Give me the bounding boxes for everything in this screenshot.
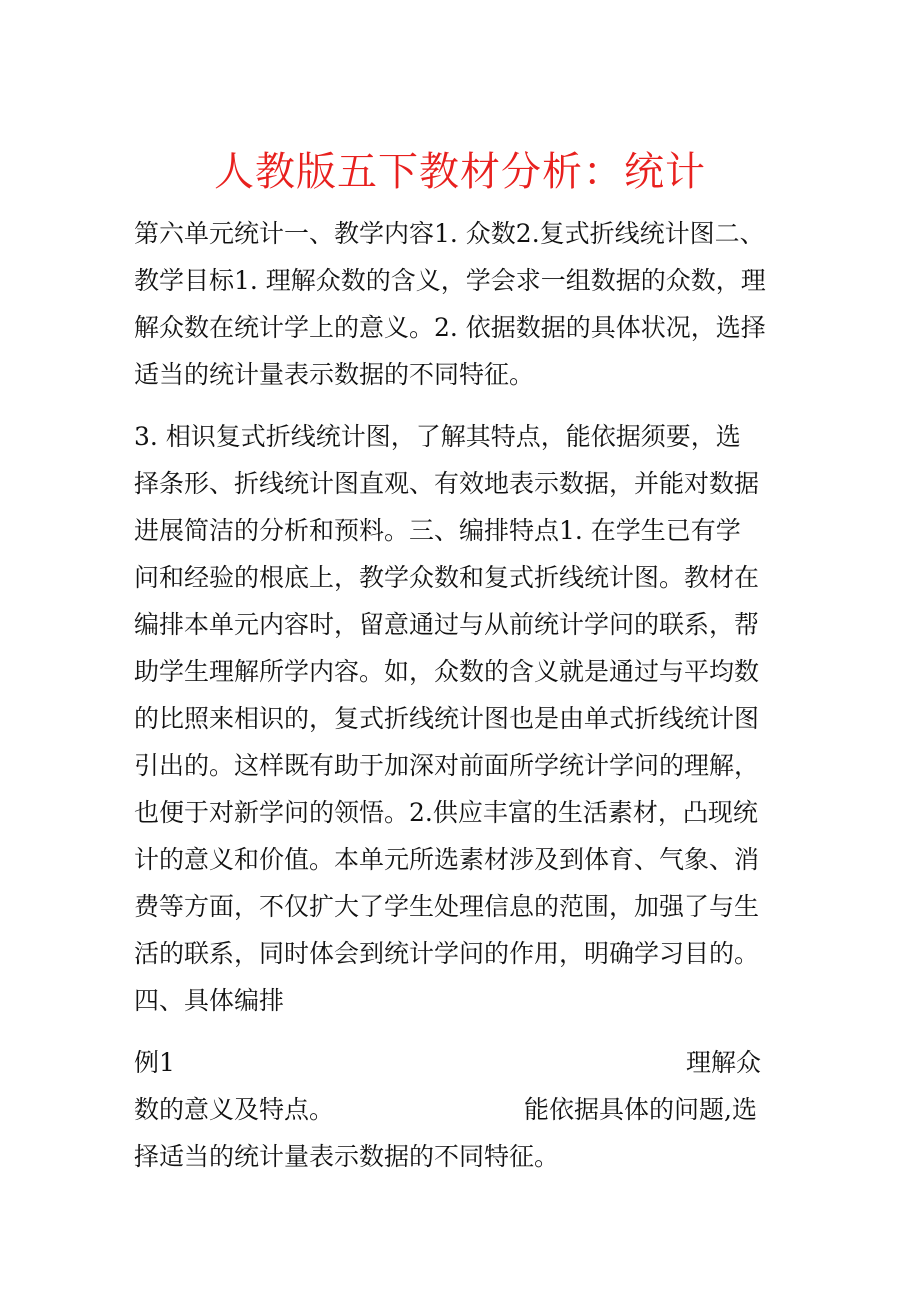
example-section — [134, 1039, 794, 1180]
document-title: 人教版五下教材分析：统计 — [214, 149, 706, 195]
text-line: 择条形、折线统计图直观、有效地表示数据，并能对数据 — [134, 469, 760, 498]
text-line: 计的意义和价值。本单元所选素材涉及到体育、气象、消 — [134, 845, 760, 874]
text-line: 活的联系，同时体会到统计学问的作用，明确学习目的。 — [134, 939, 760, 968]
example-text-right: 能依据具体的问题,选 — [524, 1095, 757, 1124]
text-line: 解众数在统计学上的意义。2. 依据数据的具体状况，选择 — [134, 313, 766, 342]
text-line: 四、具体编排 — [134, 986, 285, 1015]
text-line: 问和经验的根底上，教学众数和复式折线统计图。教材在 — [134, 563, 760, 592]
text-line: 择适当的统计量表示数据的不同特征。 — [134, 1142, 560, 1171]
text-line: 教学目标1. 理解众数的含义，学会求一组数据的众数，理 — [134, 266, 766, 295]
text-line: 进展简洁的分析和预料。三、编排特点1. 在学生已有学 — [134, 516, 741, 545]
example-label: 例1 — [134, 1048, 175, 1077]
paragraph-2 — [134, 413, 794, 1024]
text-line: 第六单元统计一、教学内容1. 众数2.复式折线统计图二、 — [134, 219, 765, 248]
example-text-right: 理解众 — [686, 1048, 762, 1077]
text-line: 助学生理解所学内容。如，众数的含义就是通过与平均数 — [134, 657, 760, 686]
text-line: 适当的统计量表示数据的不同特征。 — [134, 360, 535, 389]
document-body — [134, 210, 794, 1180]
text-line: 的比照来相识的，复式折线统计图也是由单式折线统计图 — [134, 704, 760, 733]
paragraph-1 — [134, 210, 794, 398]
text-line: 编排本单元内容时，留意通过与从前统计学问的联系，帮 — [134, 610, 760, 639]
text-line: 也便于对新学问的领悟。2.供应丰富的生活素材，凸现统 — [134, 798, 758, 827]
example-text-left: 数的意义及特点。 — [134, 1095, 335, 1124]
text-line: 费等方面，不仅扩大了学生处理信息的范围，加强了与生 — [134, 892, 760, 921]
text-line: 引出的。这样既有助于加深对前面所学统计学问的理解， — [134, 751, 760, 780]
example-row — [134, 1086, 794, 1133]
example-row — [134, 1039, 794, 1086]
text-line: 3. 相识复式折线统计图，了解其特点，能依据须要，选 — [134, 422, 741, 451]
